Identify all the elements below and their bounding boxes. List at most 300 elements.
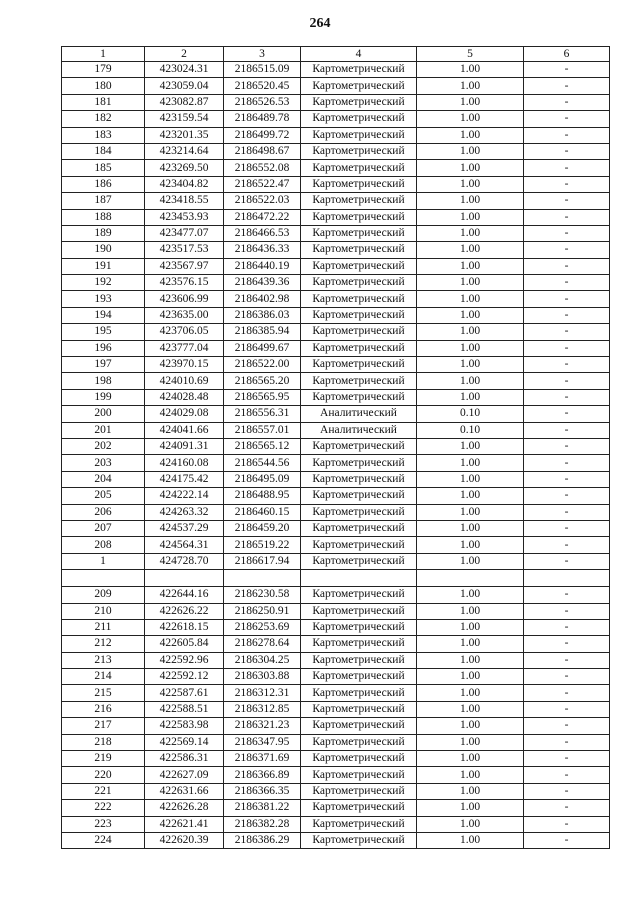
point-number-cell: 215 — [62, 685, 145, 701]
table-row — [62, 176, 610, 192]
accuracy-cell: 1.00 — [417, 78, 524, 94]
y-coordinate-cell: 2186552.08 — [224, 160, 301, 176]
x-coordinate-cell: 423706.05 — [145, 324, 224, 340]
method-cell: Картометрический — [301, 176, 417, 192]
point-number-cell: 222 — [62, 800, 145, 816]
x-coordinate-cell: 422631.66 — [145, 783, 224, 799]
accuracy-cell: 1.00 — [417, 783, 524, 799]
note-cell: - — [524, 619, 610, 635]
note-cell: - — [524, 636, 610, 652]
note-cell: - — [524, 389, 610, 405]
x-coordinate-cell: 423269.50 — [145, 160, 224, 176]
x-coordinate-cell: 424222.14 — [145, 488, 224, 504]
point-number-cell: 208 — [62, 537, 145, 553]
accuracy-cell: 1.00 — [417, 225, 524, 241]
y-coordinate-cell: 2186366.89 — [224, 767, 301, 783]
x-coordinate-cell: 423418.55 — [145, 193, 224, 209]
y-coordinate-cell: 2186526.53 — [224, 94, 301, 110]
column-header: 4 — [301, 47, 417, 62]
table-row — [62, 751, 610, 767]
table-row — [62, 553, 610, 569]
table-row — [62, 94, 610, 110]
method-cell: Картометрический — [301, 652, 417, 668]
accuracy-cell: 1.00 — [417, 800, 524, 816]
x-coordinate-cell: 423635.00 — [145, 307, 224, 323]
column-header: 5 — [417, 47, 524, 62]
method-cell: Картометрический — [301, 242, 417, 258]
point-number-cell: 194 — [62, 307, 145, 323]
note-cell — [524, 570, 610, 587]
x-coordinate-cell: 422605.84 — [145, 636, 224, 652]
method-cell: Картометрический — [301, 587, 417, 603]
accuracy-cell: 1.00 — [417, 389, 524, 405]
coordinates-table-body — [62, 47, 610, 849]
table-row — [62, 455, 610, 471]
table-row — [62, 504, 610, 520]
method-cell: Картометрический — [301, 685, 417, 701]
point-number-cell: 223 — [62, 816, 145, 832]
y-coordinate-cell: 2186495.09 — [224, 471, 301, 487]
accuracy-cell: 1.00 — [417, 242, 524, 258]
table-row — [62, 734, 610, 750]
point-number-cell: 180 — [62, 78, 145, 94]
note-cell: - — [524, 603, 610, 619]
accuracy-cell: 1.00 — [417, 160, 524, 176]
x-coordinate-cell: 423517.53 — [145, 242, 224, 258]
note-cell: - — [524, 718, 610, 734]
method-cell: Картометрический — [301, 160, 417, 176]
method-cell: Картометрический — [301, 373, 417, 389]
table-row — [62, 275, 610, 291]
table-row — [62, 422, 610, 438]
x-coordinate-cell: 423024.31 — [145, 62, 224, 78]
note-cell: - — [524, 307, 610, 323]
x-coordinate-cell: 422626.28 — [145, 800, 224, 816]
table-row — [62, 652, 610, 668]
method-cell: Картометрический — [301, 389, 417, 405]
point-number-cell: 197 — [62, 357, 145, 373]
note-cell: - — [524, 816, 610, 832]
x-coordinate-cell: 424041.66 — [145, 422, 224, 438]
x-coordinate-cell: 422626.22 — [145, 603, 224, 619]
table-row — [62, 800, 610, 816]
note-cell: - — [524, 324, 610, 340]
y-coordinate-cell: 2186230.58 — [224, 587, 301, 603]
point-number-cell: 217 — [62, 718, 145, 734]
x-coordinate-cell: 423576.15 — [145, 275, 224, 291]
point-number-cell: 193 — [62, 291, 145, 307]
method-cell: Картометрический — [301, 520, 417, 536]
method-cell: Картометрический — [301, 783, 417, 799]
accuracy-cell: 1.00 — [417, 504, 524, 520]
point-number-cell: 224 — [62, 832, 145, 848]
method-cell: Картометрический — [301, 636, 417, 652]
note-cell: - — [524, 422, 610, 438]
note-cell: - — [524, 111, 610, 127]
note-cell: - — [524, 587, 610, 603]
table-row — [62, 340, 610, 356]
table-row — [62, 307, 610, 323]
point-number-cell: 186 — [62, 176, 145, 192]
point-number-cell: 205 — [62, 488, 145, 504]
method-cell: Картометрический — [301, 800, 417, 816]
note-cell: - — [524, 373, 610, 389]
accuracy-cell: 1.00 — [417, 553, 524, 569]
method-cell: Картометрический — [301, 669, 417, 685]
y-coordinate-cell: 2186466.53 — [224, 225, 301, 241]
y-coordinate-cell: 2186519.22 — [224, 537, 301, 553]
table-row — [62, 520, 610, 536]
note-cell: - — [524, 209, 610, 225]
method-cell: Картометрический — [301, 291, 417, 307]
method-cell: Картометрический — [301, 455, 417, 471]
point-number-cell: 209 — [62, 587, 145, 603]
note-cell: - — [524, 734, 610, 750]
note-cell: - — [524, 471, 610, 487]
accuracy-cell: 1.00 — [417, 324, 524, 340]
x-coordinate-cell: 424010.69 — [145, 373, 224, 389]
x-coordinate-cell: 422620.39 — [145, 832, 224, 848]
y-coordinate-cell: 2186499.67 — [224, 340, 301, 356]
point-number-cell: 207 — [62, 520, 145, 536]
y-coordinate-cell: 2186385.94 — [224, 324, 301, 340]
accuracy-cell: 1.00 — [417, 275, 524, 291]
y-coordinate-cell: 2186366.35 — [224, 783, 301, 799]
y-coordinate-cell: 2186617.94 — [224, 553, 301, 569]
table-row — [62, 209, 610, 225]
x-coordinate-cell: 422586.31 — [145, 751, 224, 767]
y-coordinate-cell: 2186565.12 — [224, 438, 301, 454]
column-header: 3 — [224, 47, 301, 62]
y-coordinate-cell: 2186321.23 — [224, 718, 301, 734]
note-cell: - — [524, 340, 610, 356]
point-number-cell: 189 — [62, 225, 145, 241]
note-cell: - — [524, 406, 610, 422]
point-number-cell: 188 — [62, 209, 145, 225]
method-cell: Картометрический — [301, 62, 417, 78]
y-coordinate-cell: 2186515.09 — [224, 62, 301, 78]
table-row — [62, 619, 610, 635]
x-coordinate-cell: 422644.16 — [145, 587, 224, 603]
table-row — [62, 685, 610, 701]
x-coordinate-cell: 423201.35 — [145, 127, 224, 143]
note-cell: - — [524, 701, 610, 717]
note-cell: - — [524, 553, 610, 569]
method-cell: Картометрический — [301, 718, 417, 734]
x-coordinate-cell: 422621.41 — [145, 816, 224, 832]
point-number-cell: 181 — [62, 94, 145, 110]
page-number: 264 — [309, 16, 331, 31]
y-coordinate-cell: 2186460.15 — [224, 504, 301, 520]
x-coordinate-cell: 423567.97 — [145, 258, 224, 274]
point-number-cell: 206 — [62, 504, 145, 520]
table-row — [62, 111, 610, 127]
table-row — [62, 143, 610, 159]
note-cell: - — [524, 78, 610, 94]
method-cell: Картометрический — [301, 225, 417, 241]
y-coordinate-cell: 2186382.28 — [224, 816, 301, 832]
note-cell: - — [524, 488, 610, 504]
note-cell: - — [524, 225, 610, 241]
y-coordinate-cell: 2186522.03 — [224, 193, 301, 209]
table-separator-row — [62, 570, 610, 587]
table-row — [62, 225, 610, 241]
x-coordinate-cell: 423404.82 — [145, 176, 224, 192]
y-coordinate-cell: 2186386.03 — [224, 307, 301, 323]
table-row — [62, 701, 610, 717]
x-coordinate-cell: 423970.15 — [145, 357, 224, 373]
method-cell: Картометрический — [301, 438, 417, 454]
note-cell: - — [524, 783, 610, 799]
y-coordinate-cell: 2186253.69 — [224, 619, 301, 635]
method-cell: Картометрический — [301, 701, 417, 717]
method-cell: Картометрический — [301, 553, 417, 569]
x-coordinate-cell: 423214.64 — [145, 143, 224, 159]
y-coordinate-cell: 2186312.85 — [224, 701, 301, 717]
method-cell: Картометрический — [301, 603, 417, 619]
x-coordinate-cell: 423159.54 — [145, 111, 224, 127]
point-number-cell: 196 — [62, 340, 145, 356]
x-coordinate-cell: 424091.31 — [145, 438, 224, 454]
point-number-cell: 220 — [62, 767, 145, 783]
point-number-cell: 179 — [62, 62, 145, 78]
x-coordinate-cell: 424160.08 — [145, 455, 224, 471]
note-cell: - — [524, 242, 610, 258]
table-row — [62, 62, 610, 78]
y-coordinate-cell: 2186250.91 — [224, 603, 301, 619]
point-number-cell: 212 — [62, 636, 145, 652]
accuracy-cell: 1.00 — [417, 373, 524, 389]
x-coordinate-cell: 422592.96 — [145, 652, 224, 668]
note-cell: - — [524, 94, 610, 110]
x-coordinate-cell: 422618.15 — [145, 619, 224, 635]
table-row — [62, 258, 610, 274]
accuracy-cell: 1.00 — [417, 488, 524, 504]
accuracy-cell — [417, 570, 524, 587]
method-cell: Картометрический — [301, 471, 417, 487]
note-cell: - — [524, 800, 610, 816]
table-row — [62, 603, 610, 619]
table-row — [62, 127, 610, 143]
column-header: 2 — [145, 47, 224, 62]
point-number-cell: 211 — [62, 619, 145, 635]
method-cell — [301, 570, 417, 587]
note-cell: - — [524, 193, 610, 209]
y-coordinate-cell: 2186381.22 — [224, 800, 301, 816]
method-cell: Картометрический — [301, 193, 417, 209]
y-coordinate-cell: 2186522.47 — [224, 176, 301, 192]
accuracy-cell: 1.00 — [417, 520, 524, 536]
point-number-cell — [62, 570, 145, 587]
table-row — [62, 636, 610, 652]
table-row — [62, 291, 610, 307]
x-coordinate-cell: 424029.08 — [145, 406, 224, 422]
point-number-cell: 202 — [62, 438, 145, 454]
accuracy-cell: 1.00 — [417, 340, 524, 356]
method-cell: Картометрический — [301, 832, 417, 848]
note-cell: - — [524, 751, 610, 767]
method-cell: Картометрический — [301, 127, 417, 143]
accuracy-cell: 1.00 — [417, 291, 524, 307]
accuracy-cell: 1.00 — [417, 767, 524, 783]
note-cell: - — [524, 504, 610, 520]
table-row — [62, 406, 610, 422]
y-coordinate-cell: 2186489.78 — [224, 111, 301, 127]
y-coordinate-cell: 2186371.69 — [224, 751, 301, 767]
table-row — [62, 193, 610, 209]
column-header: 6 — [524, 47, 610, 62]
accuracy-cell: 1.00 — [417, 751, 524, 767]
accuracy-cell: 1.00 — [417, 587, 524, 603]
note-cell: - — [524, 455, 610, 471]
accuracy-cell: 1.00 — [417, 307, 524, 323]
method-cell: Картометрический — [301, 488, 417, 504]
table-row — [62, 471, 610, 487]
y-coordinate-cell: 2186303.88 — [224, 669, 301, 685]
method-cell: Картометрический — [301, 143, 417, 159]
accuracy-cell: 1.00 — [417, 669, 524, 685]
point-number-cell: 221 — [62, 783, 145, 799]
y-coordinate-cell: 2186347.95 — [224, 734, 301, 750]
x-coordinate-cell: 422569.14 — [145, 734, 224, 750]
accuracy-cell: 1.00 — [417, 734, 524, 750]
method-cell: Картометрический — [301, 340, 417, 356]
table-row — [62, 718, 610, 734]
accuracy-cell: 1.00 — [417, 111, 524, 127]
y-coordinate-cell: 2186499.72 — [224, 127, 301, 143]
accuracy-cell: 1.00 — [417, 685, 524, 701]
point-number-cell: 219 — [62, 751, 145, 767]
x-coordinate-cell: 423453.93 — [145, 209, 224, 225]
accuracy-cell: 1.00 — [417, 176, 524, 192]
table-row — [62, 78, 610, 94]
note-cell: - — [524, 832, 610, 848]
x-coordinate-cell: 423606.99 — [145, 291, 224, 307]
point-number-cell: 204 — [62, 471, 145, 487]
table-row — [62, 160, 610, 176]
accuracy-cell: 1.00 — [417, 62, 524, 78]
point-number-cell: 187 — [62, 193, 145, 209]
x-coordinate-cell: 423082.87 — [145, 94, 224, 110]
point-number-cell: 183 — [62, 127, 145, 143]
point-number-cell: 213 — [62, 652, 145, 668]
accuracy-cell: 1.00 — [417, 636, 524, 652]
table-row — [62, 783, 610, 799]
y-coordinate-cell: 2186304.25 — [224, 652, 301, 668]
x-coordinate-cell — [145, 570, 224, 587]
y-coordinate-cell: 2186312.31 — [224, 685, 301, 701]
table-row — [62, 767, 610, 783]
y-coordinate-cell: 2186520.45 — [224, 78, 301, 94]
note-cell: - — [524, 258, 610, 274]
note-cell: - — [524, 127, 610, 143]
table-row — [62, 389, 610, 405]
method-cell: Картометрический — [301, 767, 417, 783]
point-number-cell: 210 — [62, 603, 145, 619]
method-cell: Картометрический — [301, 78, 417, 94]
accuracy-cell: 1.00 — [417, 94, 524, 110]
accuracy-cell: 1.00 — [417, 718, 524, 734]
y-coordinate-cell: 2186556.31 — [224, 406, 301, 422]
point-number-cell: 1 — [62, 553, 145, 569]
accuracy-cell: 0.10 — [417, 406, 524, 422]
x-coordinate-cell: 422588.51 — [145, 701, 224, 717]
x-coordinate-cell: 422583.98 — [145, 718, 224, 734]
method-cell: Аналитический — [301, 422, 417, 438]
y-coordinate-cell: 2186565.95 — [224, 389, 301, 405]
method-cell: Картометрический — [301, 307, 417, 323]
note-cell: - — [524, 652, 610, 668]
y-coordinate-cell: 2186440.19 — [224, 258, 301, 274]
point-number-cell: 184 — [62, 143, 145, 159]
point-number-cell: 195 — [62, 324, 145, 340]
x-coordinate-cell: 424263.32 — [145, 504, 224, 520]
note-cell: - — [524, 275, 610, 291]
method-cell: Картометрический — [301, 751, 417, 767]
method-cell: Картометрический — [301, 324, 417, 340]
point-number-cell: 182 — [62, 111, 145, 127]
note-cell: - — [524, 291, 610, 307]
y-coordinate-cell: 2186386.29 — [224, 832, 301, 848]
method-cell: Картометрический — [301, 111, 417, 127]
y-coordinate-cell: 2186472.22 — [224, 209, 301, 225]
x-coordinate-cell: 423777.04 — [145, 340, 224, 356]
accuracy-cell: 1.00 — [417, 193, 524, 209]
point-number-cell: 185 — [62, 160, 145, 176]
note-cell: - — [524, 767, 610, 783]
table-row — [62, 488, 610, 504]
y-coordinate-cell: 2186498.67 — [224, 143, 301, 159]
y-coordinate-cell: 2186565.20 — [224, 373, 301, 389]
x-coordinate-cell: 424175.42 — [145, 471, 224, 487]
method-cell: Картометрический — [301, 504, 417, 520]
point-number-cell: 201 — [62, 422, 145, 438]
method-cell: Картометрический — [301, 209, 417, 225]
accuracy-cell: 1.00 — [417, 537, 524, 553]
method-cell: Картометрический — [301, 816, 417, 832]
method-cell: Картометрический — [301, 357, 417, 373]
y-coordinate-cell: 2186557.01 — [224, 422, 301, 438]
method-cell: Картометрический — [301, 275, 417, 291]
accuracy-cell: 1.00 — [417, 143, 524, 159]
method-cell: Картометрический — [301, 734, 417, 750]
accuracy-cell: 1.00 — [417, 438, 524, 454]
point-number-cell: 192 — [62, 275, 145, 291]
point-number-cell: 200 — [62, 406, 145, 422]
y-coordinate-cell: 2186402.98 — [224, 291, 301, 307]
method-cell: Картометрический — [301, 619, 417, 635]
table-row — [62, 242, 610, 258]
x-coordinate-cell: 423059.04 — [145, 78, 224, 94]
accuracy-cell: 1.00 — [417, 127, 524, 143]
note-cell: - — [524, 160, 610, 176]
note-cell: - — [524, 438, 610, 454]
y-coordinate-cell: 2186436.33 — [224, 242, 301, 258]
point-number-cell: 203 — [62, 455, 145, 471]
x-coordinate-cell: 424728.70 — [145, 553, 224, 569]
accuracy-cell: 1.00 — [417, 455, 524, 471]
note-cell: - — [524, 62, 610, 78]
table-row — [62, 537, 610, 553]
y-coordinate-cell: 2186278.64 — [224, 636, 301, 652]
table-row — [62, 357, 610, 373]
x-coordinate-cell: 422592.12 — [145, 669, 224, 685]
note-cell: - — [524, 685, 610, 701]
x-coordinate-cell: 424564.31 — [145, 537, 224, 553]
x-coordinate-cell: 422587.61 — [145, 685, 224, 701]
point-number-cell: 190 — [62, 242, 145, 258]
accuracy-cell: 1.00 — [417, 701, 524, 717]
